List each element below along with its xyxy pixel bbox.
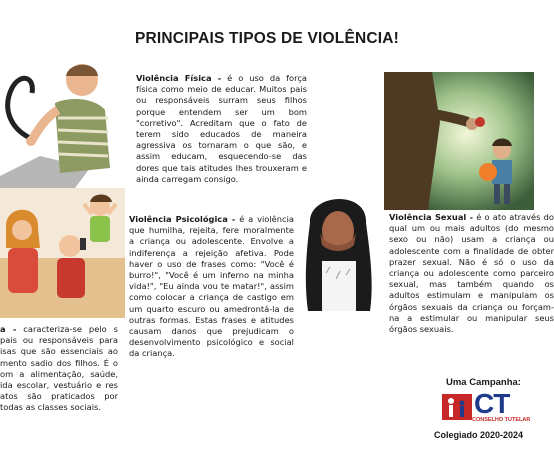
section-physical-violence (136, 73, 307, 185)
campaign-label: Uma Campanha: (446, 377, 521, 388)
illustration-psychological-violence (300, 183, 378, 315)
illustration-physical-violence (0, 48, 128, 188)
conselho-tutelar-logo (442, 390, 532, 426)
text-sexual-violence: é o ato através do qual um ou mais adultos (do mesmo sexo ou não) usam a criança ou adolescente com a finalidade de obter prazer sexual. Não é só o uso da criança ou adolescente como parceiro sexual, mas também quando os adultos estimulam e manipulam os órgãos sexuais da criança ou forçam-na a estimular ou manipular seus órgãos sexuais. (389, 212, 554, 335)
text-negligence: caracteriza-se pelo s pais ou responsáveis para isas que são essenciais ao mento sadio dos filhos. É o om a alimentação, saúde, ida escolar, vestuário e res atos são praticados por todas as classes sociais. (0, 324, 118, 413)
text-psychological-violence: é a violência que humilha, rejeita, fere moralmente a criança ou adolescente. Envolve a indiferença a rejeição afetiva. Pode haver o uso de frases como: "Você é burro!", "Você é um inferno na minha vida!", "Eu ainda vou te matar!", assim como colocar a criança de castigo em um quarto escuro ou amedrontá-la de outras formas. Estas frases e atitudes causam danos que prejudicam o desenvolvimento psicológico e social da criança. (129, 214, 294, 359)
section-psychological-violence (129, 214, 294, 360)
text-physical-violence: é o uso da força física como meio de educar. Muitos pais ou responsáveis surram seus filhos porque entendem ser um bom "corretivo". Acreditam que o fato de terem sido educados de maneira agressiva os tornaram o que são, e assim educam, esquecendo-se das dores que tais atitudes lhes trouxeram e ainda carregam consigo. (136, 73, 307, 184)
illustration-negligence (0, 188, 125, 318)
section-negligence (0, 324, 118, 414)
section-sexual-violence (389, 212, 554, 335)
logo-subtitle: CONSELHO TUTELAR (472, 417, 531, 423)
logo-letters: CT (474, 388, 510, 419)
page-title: PRINCIPAIS TIPOS DE VIOLÊNCIA! (134, 30, 400, 47)
illustration-sexual-violence (384, 72, 534, 210)
heading-negligence: a - (0, 324, 17, 334)
colegiado-label: Colegiado 2020-2024 (434, 430, 524, 440)
heading-psychological-violence: Violência Psicológica - (129, 214, 236, 224)
section-sexual-violence-clip (389, 212, 554, 362)
section-negligence-clip (0, 324, 118, 434)
heading-sexual-violence: Violência Sexual - (389, 212, 474, 222)
heading-physical-violence: Violência Física - (136, 73, 222, 83)
logo-figures-icon (442, 390, 472, 422)
